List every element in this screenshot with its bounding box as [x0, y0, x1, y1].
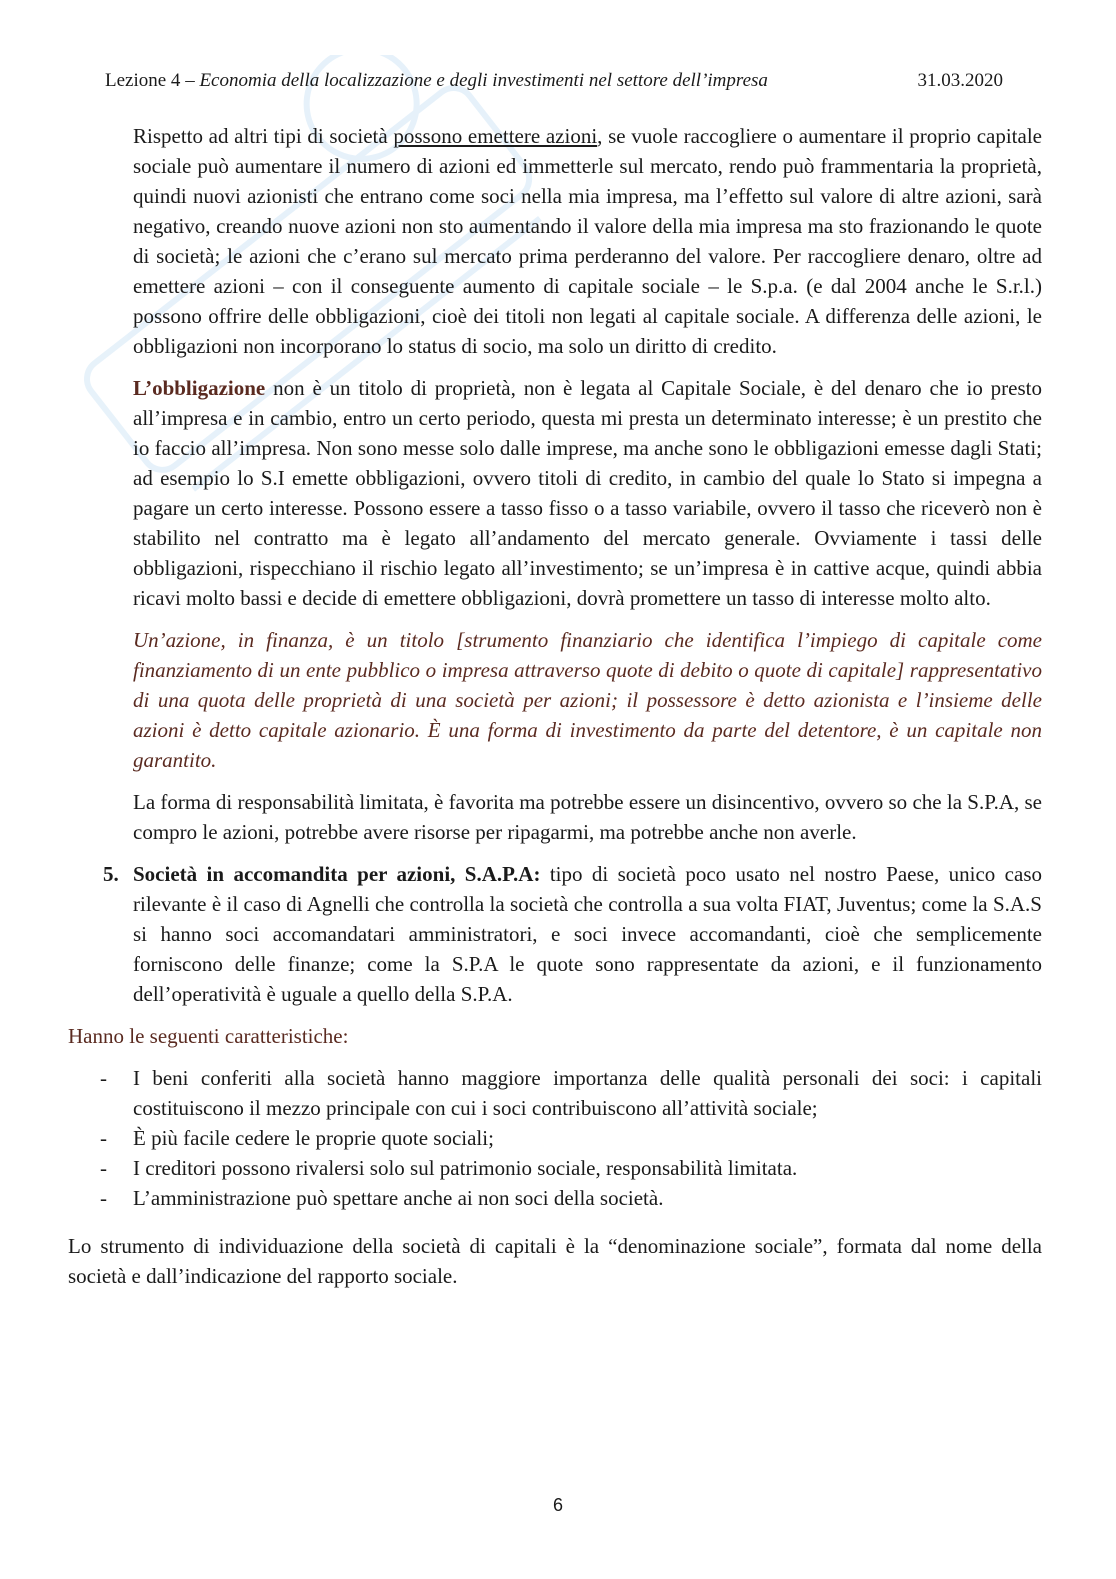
sapa-title: Società in accomandita per azioni, S.A.P.A: — [133, 862, 541, 886]
paragraph-shares: Rispetto ad altri tipi di società possono emettere azioni, se vuole raccogliere o aumentare il proprio capitale sociale può aumentare il numero di azioni ed immetterle sul mercato, rendo può frammentaria la proprietà, quindi nuovi azionisti che entrano come soci nella mia impresa, ma l’effetto sul valore di altre azioni, sarà negativo, creando nuove azioni non sto aumentando il valore della mia impresa ma sto frazionando le quote di società; le azioni che c’erano sul mercato prima perderanno del valore. Per raccogliere denaro, oltre ad emettere azioni – con il conseguente aumento di capitale sociale – le S.p.a. (e dal 2004 anche le S.r.l.) possono offrire delle obbligazioni, cioè dei titoli non legati al capitale sociale. A differenza delle azioni, le obbligazioni non incorporano lo status di socio, ma solo un diritto di credito. — [133, 124, 1042, 358]
characteristics-list — [68, 1063, 1042, 1213]
characteristics-heading: Hanno le seguenti caratteristiche: — [68, 1024, 349, 1048]
sapa-description: Società in accomandita per azioni, S.A.P.A: tipo di società poco usato nel nostro Paese, unico caso rilevante è il caso di Agnelli che controlla la società che controlla a sua volta FIAT, Juventus; come la S.A.S si hanno soci accomandatari amministratori, e soci invece accomandanti, cioè che semplicemente forniscono delle finanze; come la S.P.A le quote sono rappresentate da azioni, e il funzionamento dell’operatività è uguale a quello della S.P.A. — [133, 862, 1042, 1006]
list-number: 5. — [103, 862, 119, 886]
term-obbligazione: L’obbligazione — [133, 376, 266, 400]
list-item-5 — [68, 859, 1042, 1009]
header-date: 31.03.2020 — [917, 70, 1003, 91]
page-body — [68, 121, 1042, 1291]
list-item: - È più facile cedere le proprie quote sociali; — [100, 1126, 494, 1150]
page-header — [105, 66, 1003, 96]
quote-share-definition: Un’azione, in finanza, è un titolo [strumento finanziario che identifica l’impiego di capitale come finanziamento di un ente pubblico o impresa attraverso quote di debito o quote di capitale] rappresentativo di una quota delle proprietà di una società per azioni; il possessore è detto azionista e l’insieme delle azioni è detto capitale azionario. È una forma di investimento da parte del detentore, è un capitale non garantito. — [133, 628, 1042, 772]
paragraph-company-name: Lo strumento di individuazione della società di capitali è la “denominazione sociale”, formata dal nome della società e dall’indicazione del rapporto sociale. — [68, 1234, 1042, 1288]
page-number: 6 — [552, 1495, 563, 1515]
paragraph-limited-liability: La forma di responsabilità limitata, è favorita ma potrebbe essere un disincentivo, ovvero so che la S.P.A, se compro le azioni, potrebbe avere risorse per ripagarmi, ma potrebbe anche non averle. — [133, 790, 1042, 844]
list-item: - I creditori possono rivalersi solo sul patrimonio sociale, responsabilità limitata. — [100, 1156, 798, 1180]
list-item: - I beni conferiti alla società hanno maggiore importanza delle qualità personali dei soci: i capitali costituiscono il mezzo principale con cui i soci contribuiscono all’attività sociale; — [100, 1066, 1042, 1120]
header-lesson: Lezione 4 – Economia della localizzazione e degli investimenti nel settore dell’impresa — [105, 70, 768, 91]
list-item: - L’amministrazione può spettare anche ai non soci della società. — [100, 1186, 664, 1210]
underlined-phrase: possono emettere azioni — [393, 124, 598, 148]
paragraph-bonds: L’obbligazione non è un titolo di proprietà, non è legata al Capitale Sociale, è del denaro che io presto all’impresa e in cambio, entro un certo periodo, questa mi presta un determinato interesse; è un prestito che io faccio all’impresa. Non sono messe solo dalle imprese, ma anche sono le obbligazioni emesse dagli Stati; ad esempio lo S.I emette obbligazioni, ovvero titoli di credito, in cambio del quale lo Stato si impegna a pagare un certo interesse. Possono essere a tasso fisso o a tasso variabile, ovvero il tasso che riceverò non è stabilito nel contratto ma è legato all’andamento del mercato generale. Ovviamente i tassi delle obbligazioni, rispecchiano il rischio legato all’investimento; se un’impresa è in cattive acque, quindi abbia ricavi molto bassi e decide di emettere obbligazioni, dovrà promettere un tasso di interesse molto alto. — [133, 376, 1042, 610]
